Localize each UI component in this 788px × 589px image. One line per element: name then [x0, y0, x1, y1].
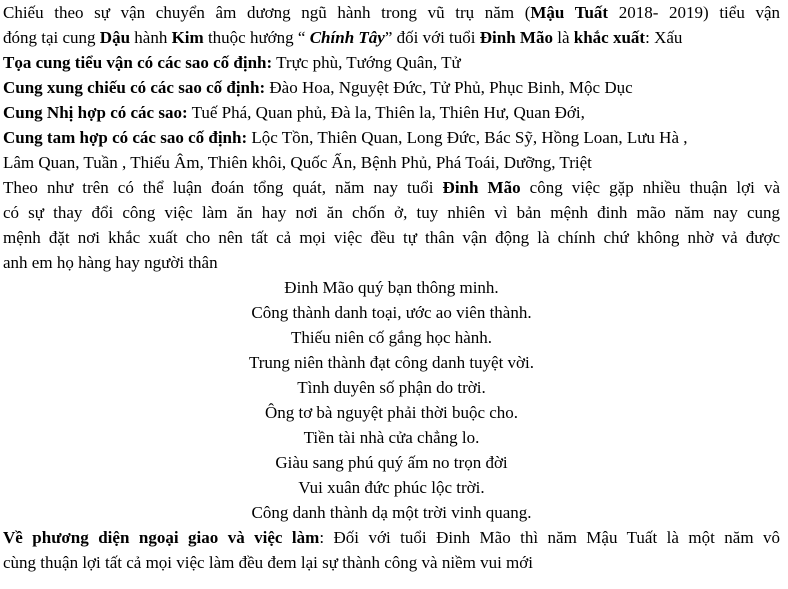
- intro-text: 2018- 2019) tiểu vận: [608, 3, 781, 22]
- xung-chieu-stars: Đào Hoa, Nguyệt Đức, Tử Phủ, Phục Binh, Mộc Dục: [265, 78, 633, 97]
- intro-text: thuộc hướng “: [203, 28, 310, 47]
- intro-line-2: [3, 25, 780, 50]
- tam-hop-label: Cung tam hợp có các sao cố định:: [3, 128, 248, 147]
- poem-line: Tiền tài nhà cửa chẳng lo.: [303, 428, 480, 447]
- hanh-name: Kim: [171, 28, 204, 47]
- nhi-hop-line: [3, 100, 780, 125]
- analysis-line-2: có sự thay đổi công việc làm ăn hay nơi ăn chốn ở, tuy nhiên vì bản mệnh đinh mão năm nay cung: [3, 203, 780, 222]
- toa-cung-label: Tọa cung tiểu vận có các sao cố định:: [3, 53, 273, 72]
- intro-text: đóng tại cung: [3, 28, 100, 47]
- nhi-hop-stars: Tuế Phá, Quan phủ, Đà la, Thiên la, Thiên Hư, Quan Đới,: [187, 103, 585, 122]
- work-label: Về phương diện ngoại giao và việc làm: [3, 528, 320, 547]
- poem-line: Đinh Mão quý bạn thông minh.: [284, 278, 499, 297]
- poem-line: Trung niên thành đạt công danh tuyệt vời.: [248, 353, 535, 372]
- analysis-text: Theo như trên có thể luận đoán tổng quát, năm nay tuổi: [3, 178, 443, 197]
- tuoi-name: Đinh Mão: [479, 28, 553, 47]
- intro-text: ” đối với tuổi: [384, 28, 480, 47]
- cung-name: Dậu: [99, 28, 131, 47]
- poem-line: Công danh thành dạ một trời vinh quang.: [251, 503, 532, 522]
- nhi-hop-label: Cung Nhị hợp có các sao:: [3, 103, 188, 122]
- poem-line: Giàu sang phú quý ấm no trọn đời: [275, 453, 508, 472]
- intro-text: là: [552, 28, 574, 47]
- analysis-tuoi: Đinh Mão: [442, 178, 521, 197]
- work-line-1: [3, 525, 780, 550]
- intro-text: Chiếu theo sự vận chuyển âm dương ngũ hành trong vũ trụ năm (: [3, 3, 531, 22]
- year-name: Mậu Tuất: [530, 3, 609, 22]
- intro-text: hành: [130, 28, 172, 47]
- xung-chieu-line: [3, 75, 780, 100]
- tam-hop-line-1: [3, 125, 780, 150]
- toa-cung-stars: Trực phù, Tướng Quân, Tử: [272, 53, 461, 72]
- poem-line: Vui xuân đức phúc lộc trời.: [298, 478, 485, 497]
- intro-text: : Xấu: [645, 28, 683, 47]
- huong-name: Chính Tây: [309, 28, 385, 47]
- analysis-line-1: [3, 175, 780, 200]
- tam-hop-line-2: [3, 150, 780, 175]
- xung-chieu-label: Cung xung chiếu có các sao cố định:: [3, 78, 266, 97]
- intro-line-1: [3, 0, 780, 25]
- work-line-2: cùng thuận lợi tất cả mọi việc làm đều đem lại sự thành công và niềm vui mới: [3, 553, 533, 572]
- poem-line: Thiếu niên cố gắng học hành.: [290, 328, 493, 347]
- analysis-text: công việc gặp nhiều thuận lợi và: [520, 178, 780, 197]
- poem-line: Công thành danh toại, ước ao viên thành.: [251, 303, 532, 322]
- analysis-line-4: anh em họ hàng hay người thân: [3, 253, 218, 272]
- tam-hop-stars: Lâm Quan, Tuần , Thiếu Âm, Thiên khôi, Quốc Ấn, Bệnh Phủ, Phá Toái, Dưỡng, Triệt: [3, 153, 592, 172]
- work-text: : Đối với tuổi Đinh Mão thì năm Mậu Tuất là một năm vô: [319, 528, 781, 547]
- khac-xuat: khắc xuất: [573, 28, 646, 47]
- poem-line: Ông tơ bà nguyệt phải thời buộc cho.: [264, 403, 519, 422]
- toa-cung-line: [3, 50, 780, 75]
- poem-line: Tình duyên số phận do trời.: [297, 378, 486, 397]
- tam-hop-stars: Lộc Tồn, Thiên Quan, Long Đức, Bác Sỹ, Hồng Loan, Lưu Hà ,: [247, 128, 688, 147]
- analysis-line-3: mệnh đặt nơi khắc xuất cho nên tất cả mọi việc đều tự thân vận động là chính chứ không nhờ vả được: [3, 228, 780, 247]
